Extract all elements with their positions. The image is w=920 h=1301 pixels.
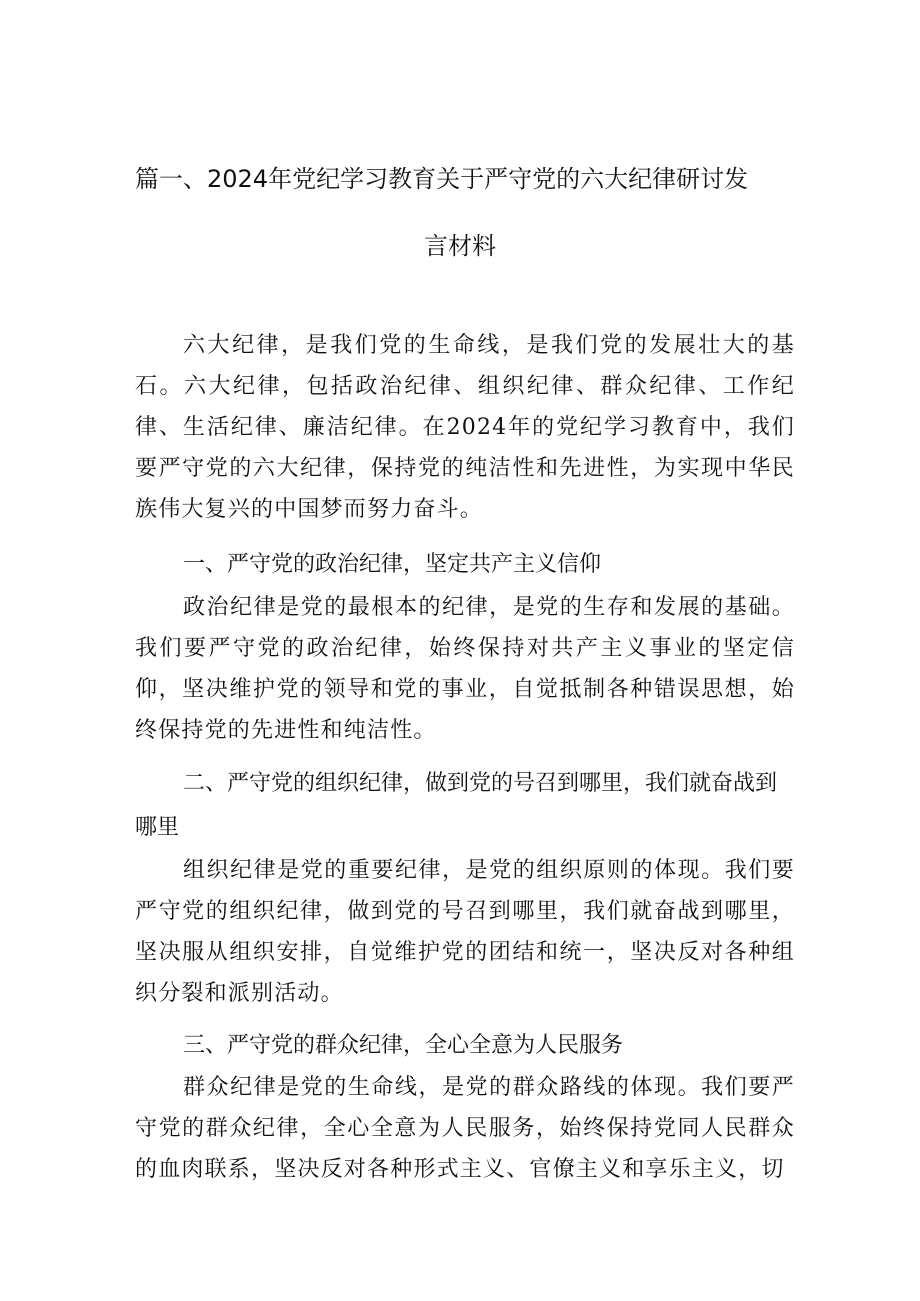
intro-paragraph: 六大纪律，是我们党的生命线，是我们党的发展壮大的基石。六大纪律，包括政治纪律、组织纪律、群众纪律、工作纪律、生活纪律、廉洁纪律。在2024年的党纪学习教育中，我们要严守党的六大纪律，保持党的纯洁性和先进性，为实现中华民族伟大复兴的中国梦而努力奋斗。	[135, 333, 795, 522]
section-heading-1: 一、严守党的政治纪律，坚定共产主义信仰	[183, 552, 602, 577]
section-heading-2: 二、严守党的组织纪律，做到党的号召到哪里，我们就奋战到哪里	[135, 771, 778, 840]
document-title-line-1: 篇一、2024年党纪学习教育关于严守党的六大纪律研讨发	[135, 165, 749, 193]
section-body-1: 政治纪律是党的最根本的纪律，是党的生存和发展的基础。我们要严守党的政治纪律，始终保持对共产主义事业的坚定信仰，坚决维护党的领导和党的事业，自觉抵制各种错误思想，始终保持党的先进性和纯洁性。	[135, 595, 795, 743]
document-title-line-2: 言材料	[424, 232, 496, 260]
section-body-3: 群众纪律是党的生命线，是党的群众路线的体现。我们要严守党的群众纪律，全心全意为人民服务，始终保持党同人民群众的血肉联系，坚决反对各种形式主义、官僚主义和享乐主义，切	[135, 1075, 795, 1182]
section-body-2: 组织纪律是党的重要纪律，是党的组织原则的体现。我们要严守党的组织纪律，做到党的号召到哪里，我们就奋战到哪里，坚决服从组织安排，自觉维护党的团结和统一，坚决反对各种组织分裂和派别活动。	[135, 858, 795, 1006]
section-heading-3: 三、严守党的群众纪律，全心全意为人民服务	[183, 1033, 624, 1058]
